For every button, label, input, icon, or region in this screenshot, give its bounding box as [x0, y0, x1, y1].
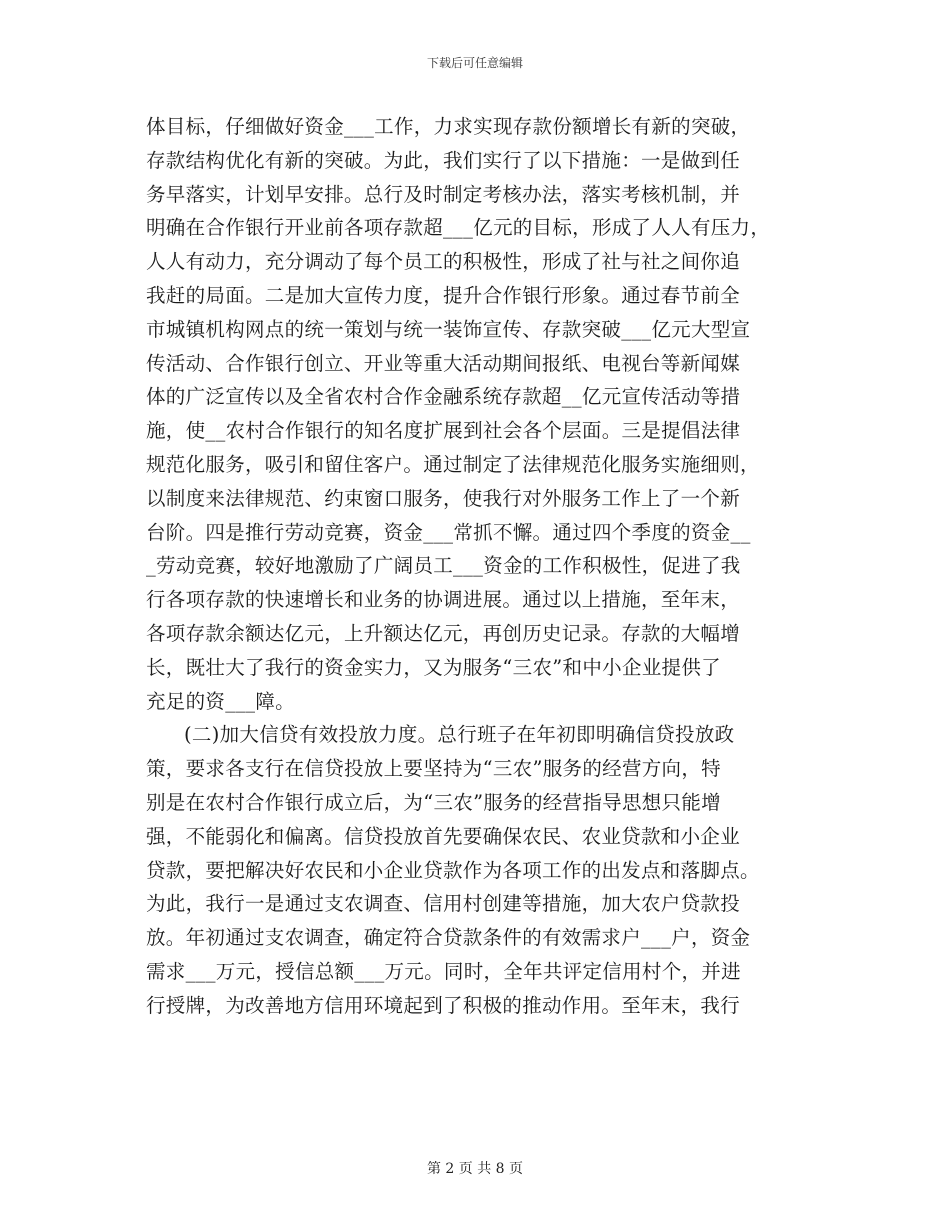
text-line: 行各项存款的快速增长和业务的协调进展。通过以上措施，至年末， — [146, 588, 741, 612]
text-line: 行授牌，为改善地方信用环境起到了积极的推动作用。至年末，我行 — [146, 993, 741, 1017]
document-body — [146, 110, 816, 1023]
text-line: 务早落实，计划早安排。总行及时制定考核办法，落实考核机制，并 — [146, 182, 741, 206]
text-line: 需求___万元，授信总额___万元。同时，全年共评定信用村个，并进 — [146, 959, 741, 983]
text-line: 体的广泛宣传以及全省农村合作金融系统存款超__亿元宣传活动等措 — [146, 385, 741, 409]
text-line: 强，不能弱化和偏离。信贷投放首先要确保农民、农业贷款和小企业 — [146, 824, 741, 848]
text-line: 各项存款余额达亿元，上升额达亿元，再创历史记录。存款的大幅增 — [146, 621, 741, 645]
text-line: 策，要求各支行在信贷投放上要坚持为“三农”服务的经营方向，特 — [146, 757, 721, 781]
text-line: 规范化服务，吸引和留住客户。通过制定了法律规范化服务实施细则， — [146, 452, 760, 476]
text-line: 施，使__农村合作银行的知名度扩展到社会各个层面。三是提倡法律 — [146, 419, 741, 443]
text-line: (二)加大信贷有效投放力度。总行班子在年初即明确信贷投放政 — [184, 723, 735, 747]
text-line: 长，既壮大了我行的资金实力，又为服务“三农”和中小企业提供了 — [146, 655, 721, 679]
page-header: 下载后可任意编辑 — [426, 56, 523, 70]
text-line: _劳动竞赛，较好地激励了广阔员工___资金的工作积极性，促进了我 — [146, 554, 741, 578]
text-line: 传活动、合作银行创立、开业等重大活动期间报纸、电视台等新闻媒 — [146, 351, 741, 375]
text-line: 为此，我行一是通过支农调查、信用村创建等措施，加大农户贷款投 — [146, 892, 741, 916]
text-line: 人人有动力，充分调动了每个员工的积极性，形成了社与社之间你追 — [146, 250, 741, 274]
text-line: 台阶。四是推行劳动竞赛，资金___常抓不懈。通过四个季度的资金__ — [146, 520, 751, 544]
text-line: 别是在农村合作银行成立后，为“三农”服务的经营指导思想只能增 — [146, 790, 721, 814]
text-line: 体目标，仔细做好资金___工作，力求实现存款份额增长有新的突破， — [146, 115, 751, 138]
text-line: 市城镇机构网点的统一策划与统一装饰宣传、存款突破___亿元大型宣 — [146, 317, 751, 341]
text-line: 放。年初通过支农调查，确定符合贷款条件的有效需求户___户，资金 — [146, 926, 751, 950]
page-number-footer: 第 2 页 共 8 页 — [426, 1161, 524, 1177]
text-line: 贷款，要把解决好农民和小企业贷款作为各项工作的出发点和落脚点。 — [146, 858, 760, 882]
text-line: 以制度来法律规范、约束窗口服务，使我行对外服务工作上了一个新 — [146, 486, 741, 510]
text-line: 充足的资___障。 — [146, 689, 295, 713]
text-line: 我赶的局面。二是加大宣传力度，提升合作银行形象。通过春节前全 — [146, 283, 741, 307]
text-line: 存款结构优化有新的突破。为此，我们实行了以下措施：一是做到任 — [146, 148, 741, 172]
text-line: 明确在合作银行开业前各项存款超___亿元的目标，形成了人人有压力， — [146, 216, 771, 240]
